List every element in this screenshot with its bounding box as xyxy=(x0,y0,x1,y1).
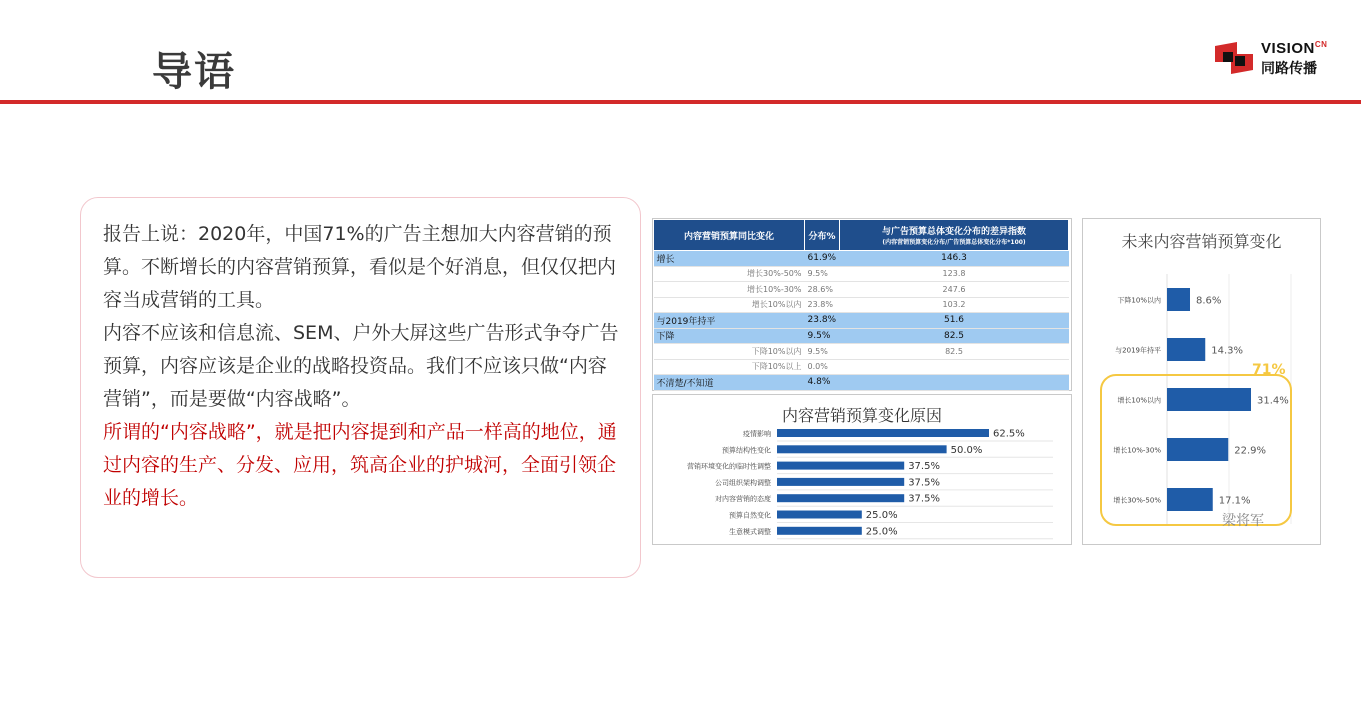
value-label: 37.5% xyxy=(908,461,940,473)
header-divider xyxy=(0,100,1361,104)
row-pct: 23.8% xyxy=(805,297,840,313)
bar xyxy=(1167,288,1190,311)
reason-chart xyxy=(652,394,1072,545)
value-label: 14.3% xyxy=(1211,345,1244,357)
row-label: 不清楚/不知道 xyxy=(654,375,805,391)
bar xyxy=(777,511,862,519)
table-header-index: 与广告预算总体变化分布的差异指数 (内容营销预算变化分布/广告预算总体变化分布*100) xyxy=(840,220,1069,251)
table-row xyxy=(654,328,1069,344)
category-label: 公司组织架构调整 xyxy=(715,478,771,487)
category-label: 下降10%以内 xyxy=(1117,296,1161,305)
bar xyxy=(777,527,862,535)
table-row xyxy=(654,297,1069,313)
row-index: 123.8 xyxy=(840,266,1069,282)
row-index: 82.5 xyxy=(840,344,1069,360)
row-index: 247.6 xyxy=(840,282,1069,298)
row-pct: 9.5% xyxy=(805,266,840,282)
category-label: 营销环境变化的临时性调整 xyxy=(687,462,771,471)
row-pct: 9.5% xyxy=(805,344,840,360)
logo-cn-text: 同路传播 xyxy=(1261,61,1317,77)
row-pct: 0.0% xyxy=(805,359,840,375)
row-label: 与2019年持平 xyxy=(654,313,805,329)
row-label: 下降10%以上 xyxy=(654,359,805,375)
watermark: 梁将军 xyxy=(1222,513,1264,529)
row-label: 增长10%以内 xyxy=(654,297,805,313)
intro-text-box xyxy=(80,197,641,578)
highlight-box xyxy=(1100,374,1292,526)
bar xyxy=(777,478,904,486)
logo-mark-icon xyxy=(1213,40,1255,76)
row-index xyxy=(840,359,1069,375)
table-row xyxy=(654,266,1069,282)
category-label: 增长30%-50% xyxy=(1113,496,1161,505)
value-label: 50.0% xyxy=(950,444,983,456)
reason-chart-title: 内容营销预算变化原因 xyxy=(781,406,942,425)
category-label: 增长10%以内 xyxy=(1117,396,1161,405)
category-label: 对内容营销的态度 xyxy=(715,495,771,504)
bar xyxy=(777,494,904,502)
table-row xyxy=(654,344,1069,360)
logo-text: $VISION^{CN}$ xyxy=(1261,40,1328,57)
table-row xyxy=(654,359,1069,375)
row-pct: 4.8% xyxy=(805,375,840,391)
paragraph-2: 内容不应该和信息流、SEM、户外大屏这些广告形式争夺广告预算，内容应该是企业的战略投资品。我们不应该只做“内容营销”，而是要做“内容战略”。 xyxy=(103,322,619,410)
paragraph-1: 报告上说：2020年，中国71%的广告主想加大内容营销的预算。不断增长的内容营销预算，看似是个好消息，但仅仅把内容当成营销的工具。 xyxy=(103,223,617,311)
row-label: 下降 xyxy=(654,328,805,344)
row-pct: 28.6% xyxy=(805,282,840,298)
row-label: 增长 xyxy=(654,251,805,267)
table-row xyxy=(654,313,1069,329)
highlight-label: 71% xyxy=(1252,362,1286,378)
value-label: 62.5% xyxy=(993,428,1025,440)
row-label: 增长10%-30% xyxy=(654,282,805,298)
bar xyxy=(1167,338,1205,361)
row-label: 增长30%-50% xyxy=(654,266,805,282)
row-pct: 61.9% xyxy=(805,251,840,267)
category-label: 预算结构性变化 xyxy=(722,446,771,455)
row-index xyxy=(840,375,1069,391)
category-label: 增长10%-30% xyxy=(1113,446,1161,455)
row-index: 146.3 xyxy=(840,251,1069,267)
value-label: 37.5% xyxy=(908,477,940,489)
table-header-pct: 分布% xyxy=(805,220,840,251)
bar xyxy=(777,462,904,470)
logo xyxy=(1213,38,1345,78)
value-label: 37.5% xyxy=(908,493,940,505)
category-label: 疫情影响 xyxy=(743,430,771,438)
row-index: 103.2 xyxy=(840,297,1069,313)
row-label: 下降10%以内 xyxy=(654,344,805,360)
table-row xyxy=(654,282,1069,298)
row-pct: 23.8% xyxy=(805,313,840,329)
value-label: 31.4% xyxy=(1257,395,1289,407)
category-label: 生意模式调整 xyxy=(729,527,771,536)
bar xyxy=(777,445,947,453)
page-title: 导语 xyxy=(152,49,236,95)
value-label: 8.6% xyxy=(1196,295,1222,307)
row-pct: 9.5% xyxy=(805,328,840,344)
budget-table xyxy=(652,218,1072,391)
value-label: 25.0% xyxy=(865,526,898,538)
value-label: 25.0% xyxy=(865,510,898,521)
category-label: 与2019年持平 xyxy=(1115,346,1161,355)
table-header-change: 内容营销预算同比变化 xyxy=(654,220,805,251)
table-row xyxy=(654,375,1069,391)
value-label: 17.1% xyxy=(1218,495,1251,507)
paragraph-3: 所谓的“内容战略”，就是把内容提到和产品一样高的地位，通过内容的生产、分发、应用，筑高企业的护城河，全面引领企业的增长。 xyxy=(103,421,617,509)
future-chart-title: 未来内容营销预算变化 xyxy=(1121,232,1282,251)
table-row xyxy=(654,251,1069,267)
reason-chart-svg xyxy=(653,395,1071,544)
row-index: 82.5 xyxy=(840,328,1069,344)
category-label: 预算自然变化 xyxy=(729,511,771,520)
value-label: 22.9% xyxy=(1234,445,1267,457)
bar xyxy=(777,429,989,437)
row-index: 51.6 xyxy=(840,313,1069,329)
